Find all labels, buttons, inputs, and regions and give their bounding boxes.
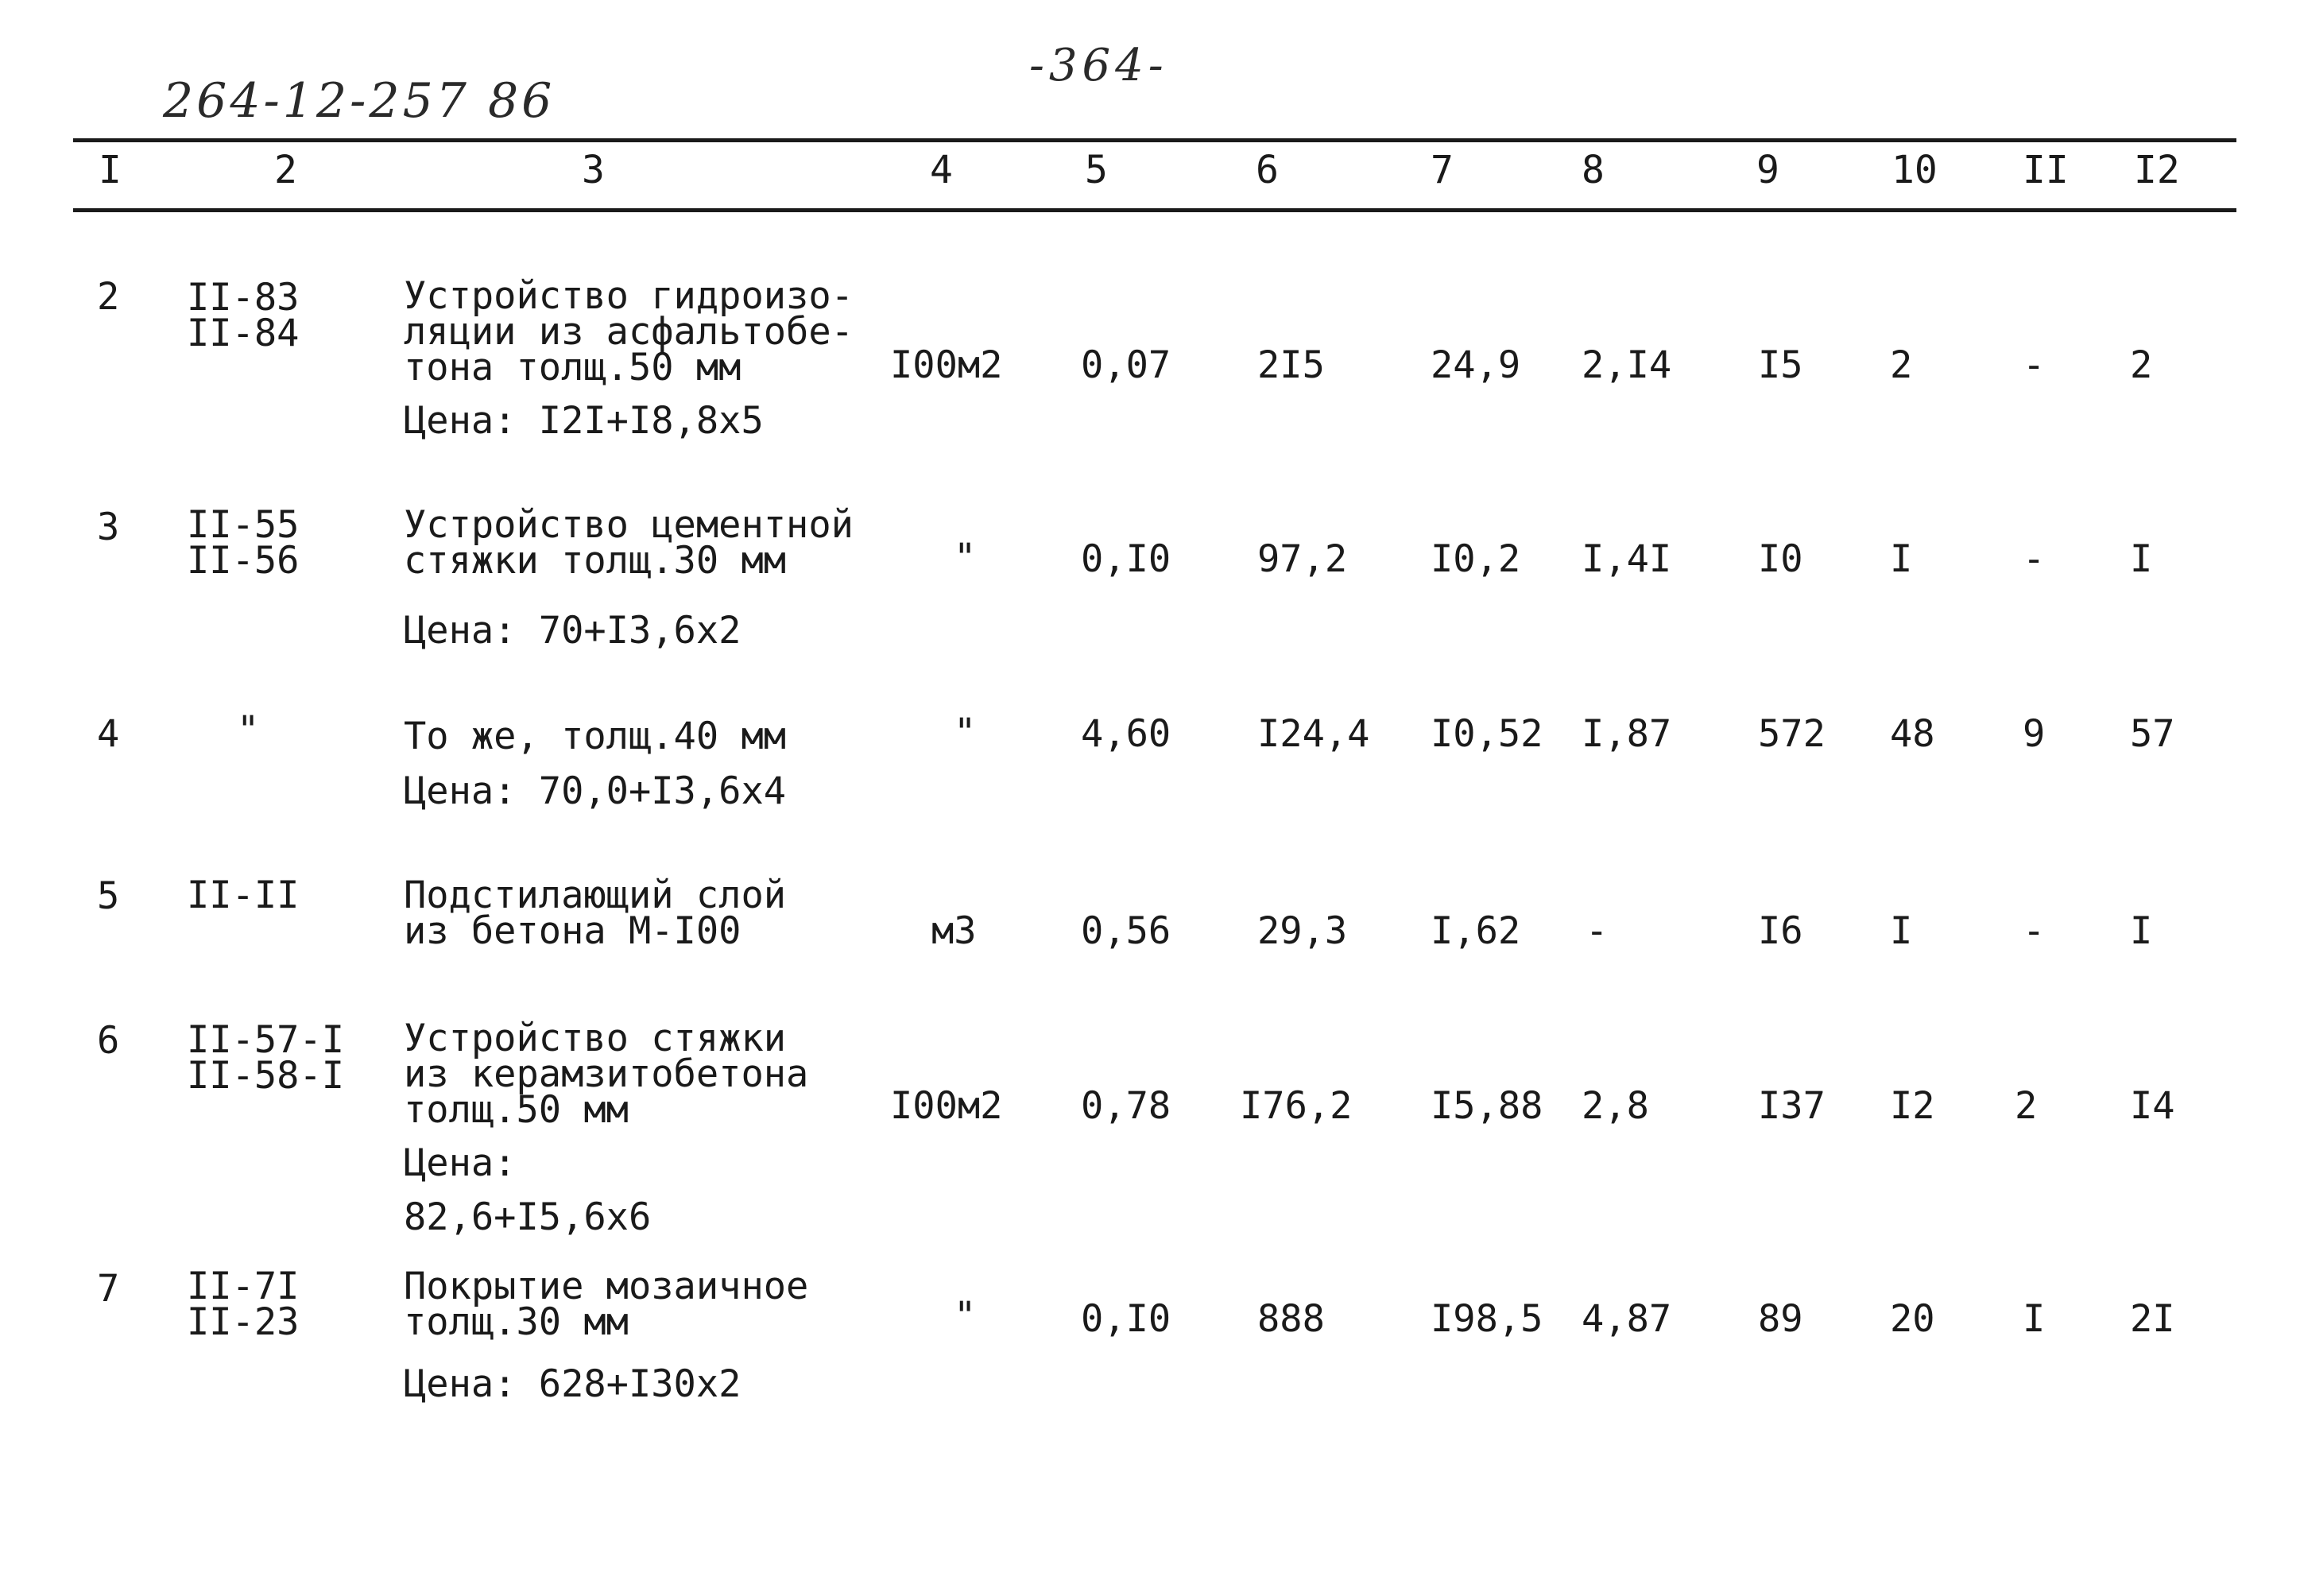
column-header-11: II [2023, 148, 2069, 192]
unit: I00м2 [890, 1084, 1003, 1128]
col8-value: - [1586, 909, 1609, 953]
col7-value: 24,9 [1431, 343, 1521, 387]
col10-value: 20 [1890, 1297, 1935, 1341]
column-header-9: 9 [1756, 148, 1779, 192]
col7-value: I0,2 [1431, 537, 1521, 581]
col6-value: 97,2 [1257, 537, 1348, 581]
col12-value: 2 [2130, 343, 2153, 387]
col6-value: 29,3 [1257, 909, 1348, 953]
col6-value: 888 [1257, 1297, 1325, 1341]
row-number: 7 [97, 1267, 120, 1311]
document-code: 264-12-257 86 [163, 73, 556, 129]
col9-value: I6 [1758, 909, 1803, 953]
unit: " [954, 711, 977, 754]
work-description: Покрытие мозаичное толщ.30 мм [404, 1265, 809, 1344]
col7-value: I0,52 [1431, 712, 1543, 756]
column-header-5: 5 [1085, 148, 1108, 192]
row-number: 3 [97, 506, 120, 549]
col12-value: I4 [2130, 1084, 2175, 1128]
col9-value: 572 [1758, 712, 1826, 756]
col11-value: 2 [2015, 1084, 2038, 1128]
row-number: 2 [97, 275, 120, 319]
work-description: Устройство гидроизо- ляции из асфальтобе- тона толщ.50 мм [404, 274, 854, 389]
col10-value: I2 [1890, 1084, 1935, 1128]
col7-value: I5,88 [1431, 1084, 1543, 1128]
column-header-8: 8 [1582, 148, 1605, 192]
col9-value: I37 [1758, 1084, 1826, 1128]
price-formula: Цена: 70+I3,6x2 [404, 609, 741, 653]
norm-code: II-II [187, 874, 300, 917]
price-formula: Цена: 628+I30x2 [404, 1362, 741, 1406]
row-number: 5 [97, 874, 120, 918]
col10-value: 48 [1890, 712, 1935, 756]
norm-code: II-57-I II-58-I [187, 1018, 345, 1098]
col7-value: I98,5 [1431, 1297, 1543, 1341]
col9-value: 89 [1758, 1297, 1803, 1341]
column-header-1: I [99, 148, 122, 192]
col8-value: 2,I4 [1582, 343, 1672, 387]
quantity: 0,07 [1081, 343, 1171, 387]
quantity: 0,I0 [1081, 1297, 1171, 1341]
column-header-10: 10 [1891, 148, 1938, 192]
price-formula: Цена: 82,6+I5,6x6 [404, 1141, 652, 1239]
unit: " [954, 536, 977, 579]
col6-value: I24,4 [1257, 712, 1370, 756]
col12-value: 57 [2130, 712, 2175, 756]
work-description: Устройство цементной стяжки толщ.30 мм [404, 503, 854, 583]
col9-value: I0 [1758, 537, 1803, 581]
unit: м3 [931, 909, 977, 953]
col12-value: I [2130, 909, 2153, 953]
column-header-12: I2 [2134, 148, 2180, 192]
col10-value: I [1890, 537, 1913, 581]
quantity: 0,I0 [1081, 537, 1171, 581]
column-header-7: 7 [1431, 148, 1454, 192]
col11-value: - [2023, 537, 2046, 581]
row-number: 4 [97, 712, 120, 756]
col6-value: 2I5 [1257, 343, 1325, 387]
col7-value: I,62 [1431, 909, 1521, 953]
work-description: То же, толщ.40 мм [404, 715, 787, 758]
norm-code: " [237, 708, 260, 752]
row-number: 6 [97, 1019, 120, 1063]
work-description: Подстилающий слой из бетона М-I00 [404, 874, 787, 953]
norm-code: II-83 II-84 [187, 276, 300, 355]
table-top-rule [73, 138, 2236, 142]
col12-value: I [2130, 537, 2153, 581]
unit: " [954, 1294, 977, 1338]
quantity: 4,60 [1081, 712, 1171, 756]
col8-value: I,87 [1582, 712, 1672, 756]
column-header-4: 4 [930, 148, 953, 192]
col8-value: I,4I [1582, 537, 1672, 581]
column-header-6: 6 [1256, 148, 1279, 192]
quantity: 0,78 [1081, 1084, 1171, 1128]
col10-value: I [1890, 909, 1913, 953]
col9-value: I5 [1758, 343, 1803, 387]
header-bottom-rule [73, 208, 2236, 212]
col6-value: I76,2 [1240, 1084, 1353, 1128]
work-description: Устройство стяжки из керамзитобетона толщ.50 мм [404, 1017, 809, 1132]
price-formula: Цена: 70,0+I3,6x4 [404, 769, 787, 813]
price-formula: Цена: I2I+I8,8x5 [404, 399, 764, 443]
col11-value: 9 [2023, 712, 2046, 756]
page-number: -364- [1029, 40, 1168, 91]
column-header-2: 2 [274, 148, 297, 192]
norm-code: II-55 II-56 [187, 503, 300, 583]
col11-value: I [2023, 1297, 2046, 1341]
col8-value: 2,8 [1582, 1084, 1649, 1128]
col11-value: - [2023, 909, 2046, 953]
col8-value: 4,87 [1582, 1297, 1672, 1341]
unit: I00м2 [890, 343, 1003, 387]
col10-value: 2 [1890, 343, 1913, 387]
col11-value: - [2023, 343, 2046, 387]
norm-code: II-7I II-23 [187, 1265, 300, 1344]
col12-value: 2I [2130, 1297, 2175, 1341]
quantity: 0,56 [1081, 909, 1171, 953]
column-header-3: 3 [582, 148, 605, 192]
